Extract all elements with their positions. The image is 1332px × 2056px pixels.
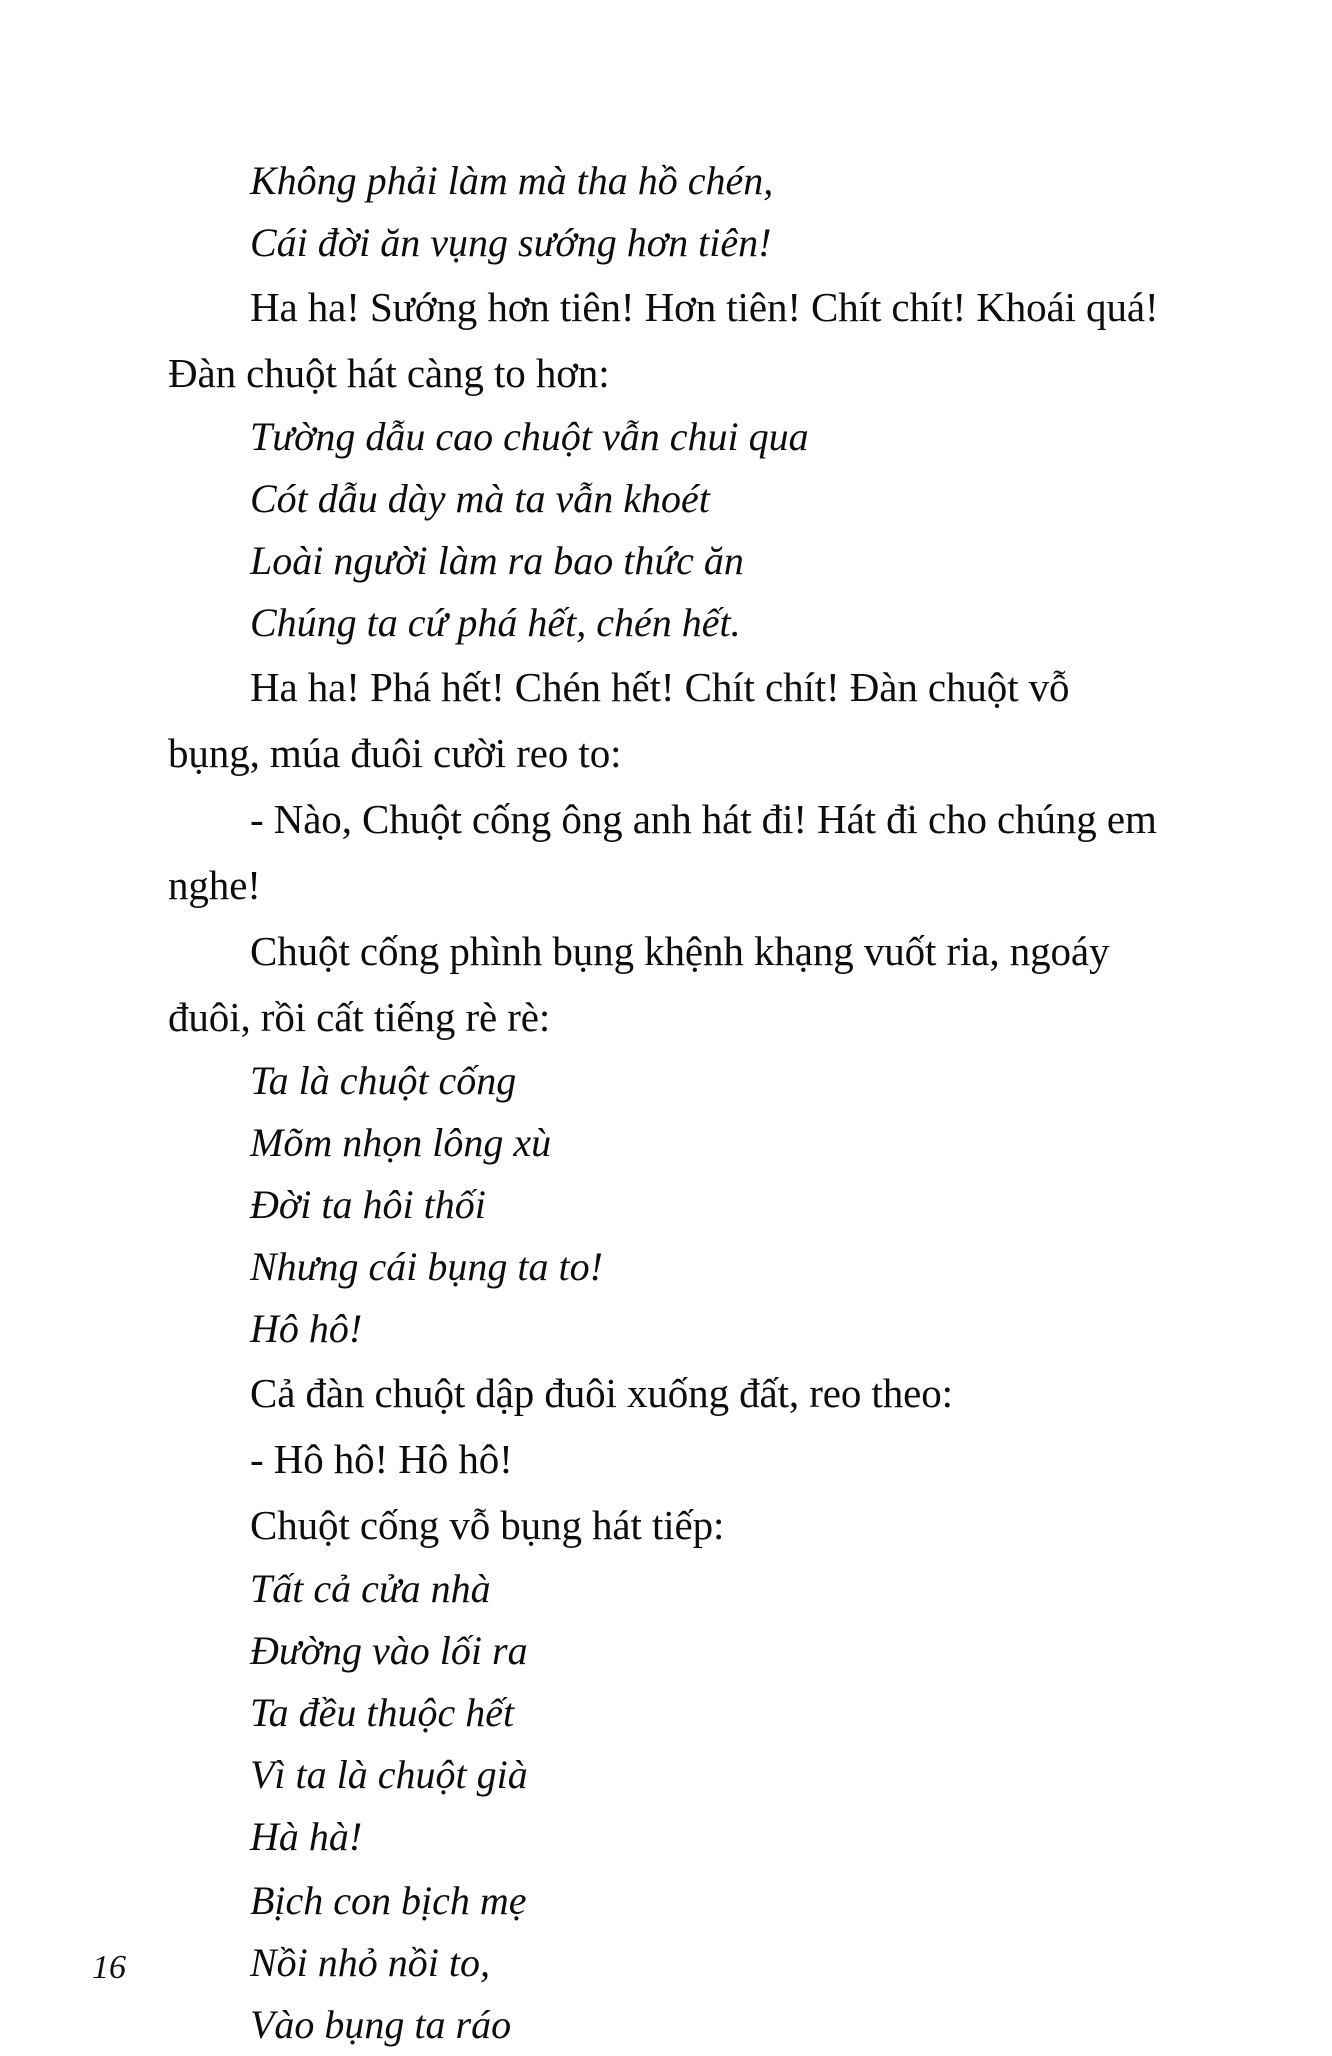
verse-line: Tường dẫu cao chuột vẫn chui qua: [250, 414, 809, 459]
verse-line: Vào bụng ta ráo: [250, 2002, 512, 2047]
verse-line: Ta là chuột cống: [250, 1058, 517, 1103]
verse-stanza: [168, 1558, 1168, 1868]
page-number: 16: [92, 1949, 126, 1986]
prose-paragraph: Cả đàn chuột dập đuôi xuống đất, reo theo:: [250, 1370, 953, 1416]
verse-line: Loài người làm ra bao thức ăn: [250, 538, 744, 583]
verse-line: Đường vào lối ra: [250, 1628, 528, 1673]
dialogue-paragraph: - Hô hô! Hô hô!: [250, 1436, 513, 1482]
prose-paragraph: Chuột cống phình bụng khệnh khạng vuốt ria, ngoáy đuôi, rồi cất tiếng rè rè:: [168, 928, 1110, 1040]
verse-line: Cái đời ăn vụng sướng hơn tiên!: [250, 220, 772, 265]
verse-line: Không phải làm mà tha hồ chén,: [250, 158, 774, 203]
verse-line: Tất cả cửa nhà: [250, 1566, 491, 1611]
dialogue-paragraph: - Nào, Chuột cống ông anh hát đi! Hát đi cho chúng em nghe!: [168, 796, 1157, 908]
verse-line: Nồi nhỏ nồi to,: [250, 1940, 491, 1985]
verse-line: Bịch con bịch mẹ: [250, 1878, 527, 1923]
verse-line: Nhưng cái bụng ta to!: [250, 1244, 603, 1289]
verse-line: Vì ta là chuột già: [250, 1752, 528, 1797]
verse-line: Hô hô!: [250, 1306, 363, 1351]
prose-paragraph: Ha ha! Sướng hơn tiên! Hơn tiên! Chít chít! Khoái quá! Đàn chuột hát càng to hơn:: [168, 284, 1159, 396]
verse-stanza: [168, 406, 1168, 654]
verse-line: Chúng ta cứ phá hết, chén hết.: [250, 600, 741, 645]
verse-stanza: [168, 1050, 1168, 1360]
page-text-body: [168, 150, 1168, 2056]
verse-line: Đời ta hôi thối: [250, 1182, 486, 1227]
prose-paragraph: Chuột cống vỗ bụng hát tiếp:: [250, 1502, 725, 1548]
verse-stanza: [168, 150, 1168, 274]
prose-paragraph: Ha ha! Phá hết! Chén hết! Chít chít! Đàn chuột vỗ bụng, múa đuôi cười reo to:: [168, 664, 1070, 776]
verse-stanza: [168, 1870, 1168, 2056]
verse-line: Hà hà!: [250, 1814, 363, 1859]
verse-line: Ta đều thuộc hết: [250, 1690, 515, 1735]
verse-line: Cót dẫu dày mà ta vẫn khoét: [250, 476, 710, 521]
verse-line: Mõm nhọn lông xù: [250, 1120, 552, 1165]
